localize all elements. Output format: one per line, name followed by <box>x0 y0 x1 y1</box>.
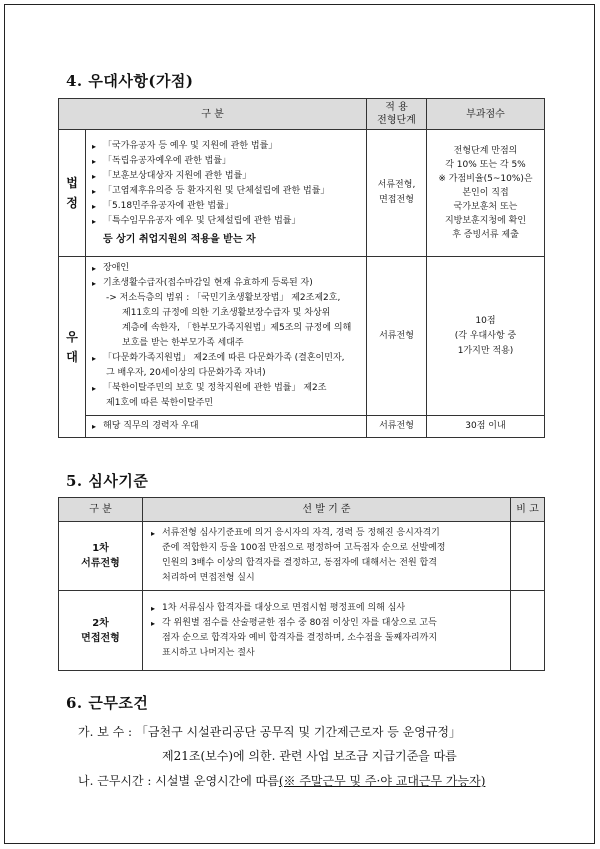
criteria-header-row <box>59 498 545 522</box>
header-stage: 적 용 전형단계 <box>367 99 427 130</box>
pay-row <box>78 723 461 740</box>
legal-item: ▸ 「국가유공자 등 예우 및 지원에 관한 법률」 <box>92 139 362 154</box>
criteria-header-category: 구 분 <box>59 498 143 522</box>
legal-item: ▸ 「고엽제후유의증 등 환자지원 및 단체설립에 관한 법률」 <box>92 184 362 199</box>
hours-note: (※ 주말근무 및 주·야 교대근무 가능자) <box>278 774 486 788</box>
section-5-title: 5. 심사기준 <box>66 472 149 490</box>
hours-row <box>78 772 485 789</box>
pay-regulation: 「금천구 시설관리공단 공무직 및 기간제근로자 등 운영규정」 <box>135 725 462 739</box>
career-item-cell <box>86 416 367 438</box>
preference-label: 우 대 <box>59 257 86 438</box>
document-screening-note <box>511 522 545 591</box>
section-6-title: 6. 근무조건 <box>66 694 149 712</box>
section-4-title: 4. 우대사항(가점) <box>66 72 194 90</box>
legal-items <box>86 130 367 257</box>
criteria-row-document <box>59 522 545 591</box>
hours-label: 나. 근무시간 : <box>78 774 152 788</box>
criteria-header-criteria: 선 발 기 준 <box>143 498 511 522</box>
interview-label: 2차 면접전형 <box>59 591 143 671</box>
header-category: 구 분 <box>59 99 367 130</box>
criteria-header-note: 비 고 <box>511 498 545 522</box>
criteria-row-interview <box>59 591 545 671</box>
pay-label: 가. 보 수 : <box>78 725 133 739</box>
legal-item: ▸ 「특수임무유공자 예우 및 단체설립에 관한 법률」 <box>92 214 362 229</box>
career-row <box>59 416 545 438</box>
legal-item: ▸ 「5.18민주유공자에 관한 법률」 <box>92 199 362 214</box>
pref-item-defector: ▸ 「북한이탈주민의 보호 및 정착지원에 관한 법률」 제2조 <box>92 381 362 396</box>
document-screening-criteria: ▸ 서류전형 심사기준표에 의거 응시자의 자격, 경력 등 정해진 응시자격기 준에 적합한지 등을 100점 만점으로 평정하여 고득점자 순으로 선발예정 인원의 3배수 이상의 합격자를 결정하고, 동점자에 대해서는 전원 합격 처리하여 면접전형 실시 <box>143 522 511 591</box>
preference-points: 10점 (각 우대사항 중 1가지만 적용) <box>427 257 545 416</box>
legal-label: 법 정 <box>59 130 86 257</box>
legal-item: ▸ 「독립유공자예우에 관한 법률」 <box>92 154 362 169</box>
preference-row <box>59 257 545 416</box>
career-points: 30점 이내 <box>427 416 545 438</box>
pref-item-welfare-detail: -> 저소득층의 범위 : 「국민기초생활보장법」 제2조제2호, <box>106 293 341 303</box>
criteria-table <box>58 497 545 671</box>
hours-text: 시설별 운영시간에 따름 <box>155 774 279 788</box>
preference-table <box>58 98 545 438</box>
preference-stage: 서류전형 <box>367 257 427 416</box>
pref-item-disabled: ▸ 장애인 <box>92 261 362 276</box>
career-item: ▸ 해당 직무의 경력자 우대 <box>92 419 362 434</box>
document-screening-label: 1차 서류전형 <box>59 522 143 591</box>
preference-header-row <box>59 99 545 130</box>
preference-items: ▸ 장애인 ▸ 기초생활수급자(접수마감일 현재 유효하게 등록된 자) -> 저소득층의 범위 : 「국민기초생활보장법」 제2조제2호, 제11호의 규정에 의한 기초생활보장수급자 및 차상위 계층에 속한자, 「한부모가족지원법」제5조의 규정에 의해 보호를 받는 한부모가족 세대주 ▸ 「다문화가족지원법」 제2조에 따른 다문화가족 (결혼이민자, 그 배우자, 20세이상의 다문화가족 자녀) ▸ 「북한이탈주민의 보호 및 정착지원에 관한 법률」 제2조 제1호에 따른 북한이탈주민 <box>86 257 367 416</box>
legal-row <box>59 130 545 257</box>
header-points: 부과점수 <box>427 99 545 130</box>
interview-note <box>511 591 545 671</box>
legal-points: 전형단계 만점의 각 10% 또는 각 5% ※ 가점비율(5~10%)은 본인이 직접 국가보훈처 또는 지방보훈지청에 확인 후 증빙서류 제출 <box>427 130 545 257</box>
pay-detail: 제21조(보수)에 의한. 관련 사업 보조금 지급기준을 따름 <box>162 749 457 763</box>
interview-criteria: ▸ 1차 서류심사 합격자를 대상으로 면접시험 평정표에 의해 심사 ▸ 각 위원별 점수를 산술평균한 점수 중 80점 이상인 자를 대상으로 고득 점자 순으로 합격자와 예비 합격자를 결정하며, 소수점을 둘째자리까지 표시하고 나머지는 절사 <box>143 591 511 671</box>
legal-stage: 서류전형, 면접전형 <box>367 130 427 257</box>
legal-summary: 등 상기 취업지원의 적용을 받는 자 <box>103 234 256 245</box>
career-stage: 서류전형 <box>367 416 427 438</box>
legal-item: ▸ 「보훈보상대상자 지원에 관한 법률」 <box>92 169 362 184</box>
pref-item-multicultural: ▸ 「다문화가족지원법」 제2조에 따른 다문화가족 (결혼이민자, <box>92 351 362 366</box>
pref-item-welfare: ▸ 기초생활수급자(접수마감일 현재 유효하게 등록된 자) <box>92 276 362 291</box>
